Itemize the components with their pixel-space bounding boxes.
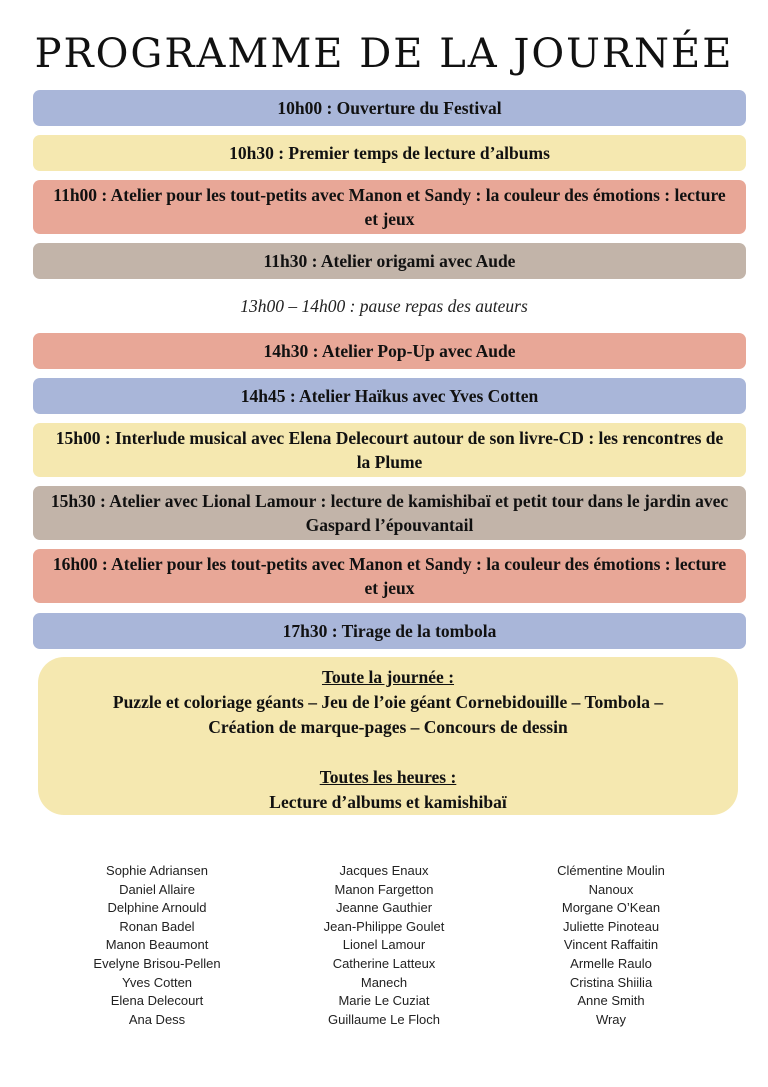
schedule-item-1445: 14h45 : Atelier Haïkus avec Yves Cotten bbox=[33, 378, 746, 414]
author-name: Cristina Shiilia bbox=[569, 974, 653, 990]
author-name: Marie Le Cuziat bbox=[338, 993, 430, 1009]
all-day-activities-box bbox=[38, 657, 738, 815]
author-name: Delphine Arnould bbox=[107, 900, 207, 916]
author-name: Nanoux bbox=[588, 881, 634, 897]
all-day-line-1: Puzzle et coloriage géants – Jeu de l’oie géant Cornebidouille – Tombola – bbox=[112, 692, 664, 712]
author-name: Lionel Lamour bbox=[342, 937, 426, 953]
schedule-item-1000: 10h00 : Ouverture du Festival bbox=[33, 90, 746, 126]
author-name: Vincent Raffaitin bbox=[563, 937, 659, 953]
author-name: Jean-Philippe Goulet bbox=[323, 918, 445, 934]
author-name: Manon Beaumont bbox=[105, 937, 209, 953]
all-day-line-2: Création de marque-pages – Concours de dessin bbox=[208, 717, 568, 737]
authors-column-2 bbox=[284, 862, 484, 1029]
author-name: Sophie Adriansen bbox=[106, 863, 208, 878]
author-name: Clémentine Moulin bbox=[557, 863, 665, 878]
author-name: Elena Delecourt bbox=[110, 993, 204, 1009]
author-name: Manech bbox=[360, 974, 408, 990]
schedule-item-1100: 11h00 : Atelier pour les tout-petits avec Manon et Sandy : la couleur des émotions : lecture et jeux bbox=[33, 180, 746, 234]
author-name: Ronan Badel bbox=[119, 918, 195, 934]
author-name: Jacques Enaux bbox=[339, 863, 429, 878]
page-title: PROGRAMME DE LA JOURNÉE bbox=[34, 31, 734, 77]
author-name: Daniel Allaire bbox=[119, 881, 195, 897]
schedule-item-1030: 10h30 : Premier temps de lecture d’albums bbox=[33, 135, 746, 171]
author-name: Catherine Latteux bbox=[332, 955, 436, 971]
authors-column-3 bbox=[511, 862, 711, 1029]
author-name: Manon Fargetton bbox=[334, 881, 434, 897]
author-name: Guillaume Le Floch bbox=[328, 1011, 440, 1027]
author-name: Jeanne Gauthier bbox=[335, 900, 433, 916]
schedule-item-1530: 15h30 : Atelier avec Lional Lamour : lecture de kamishibaï et petit tour dans le jardin avec Gaspard l’épouvantail bbox=[33, 486, 746, 540]
author-name: Evelyne Brisou-Pellen bbox=[93, 955, 221, 971]
schedule-item-1430: 14h30 : Atelier Pop-Up avec Aude bbox=[33, 333, 746, 369]
hourly-heading: Toutes les heures : bbox=[319, 767, 457, 787]
author-name: Morgane O’Kean bbox=[561, 900, 661, 916]
authors-column-1 bbox=[57, 862, 257, 1029]
schedule-item-1130: 11h30 : Atelier origami avec Aude bbox=[33, 243, 746, 279]
schedule-item-1730: 17h30 : Tirage de la tombola bbox=[33, 613, 746, 649]
all-day-heading: Toute la journée : bbox=[321, 667, 455, 687]
author-name: Yves Cotten bbox=[121, 974, 193, 990]
schedule-item-1500: 15h00 : Interlude musical avec Elena Delecourt autour de son livre-CD : les rencontres de la Plume bbox=[33, 423, 746, 477]
hourly-text: Lecture d’albums et kamishibaï bbox=[269, 792, 507, 812]
author-name: Wray bbox=[595, 1011, 627, 1027]
author-name: Ana Dess bbox=[128, 1011, 186, 1027]
schedule-item-1600: 16h00 : Atelier pour les tout-petits avec Manon et Sandy : la couleur des émotions : lecture et jeux bbox=[33, 549, 746, 603]
author-name: Juliette Pinoteau bbox=[562, 918, 660, 934]
lunch-break-note: 13h00 – 14h00 : pause repas des auteurs bbox=[240, 296, 528, 316]
author-name: Anne Smith bbox=[577, 993, 645, 1009]
author-name: Armelle Raulo bbox=[570, 955, 652, 971]
